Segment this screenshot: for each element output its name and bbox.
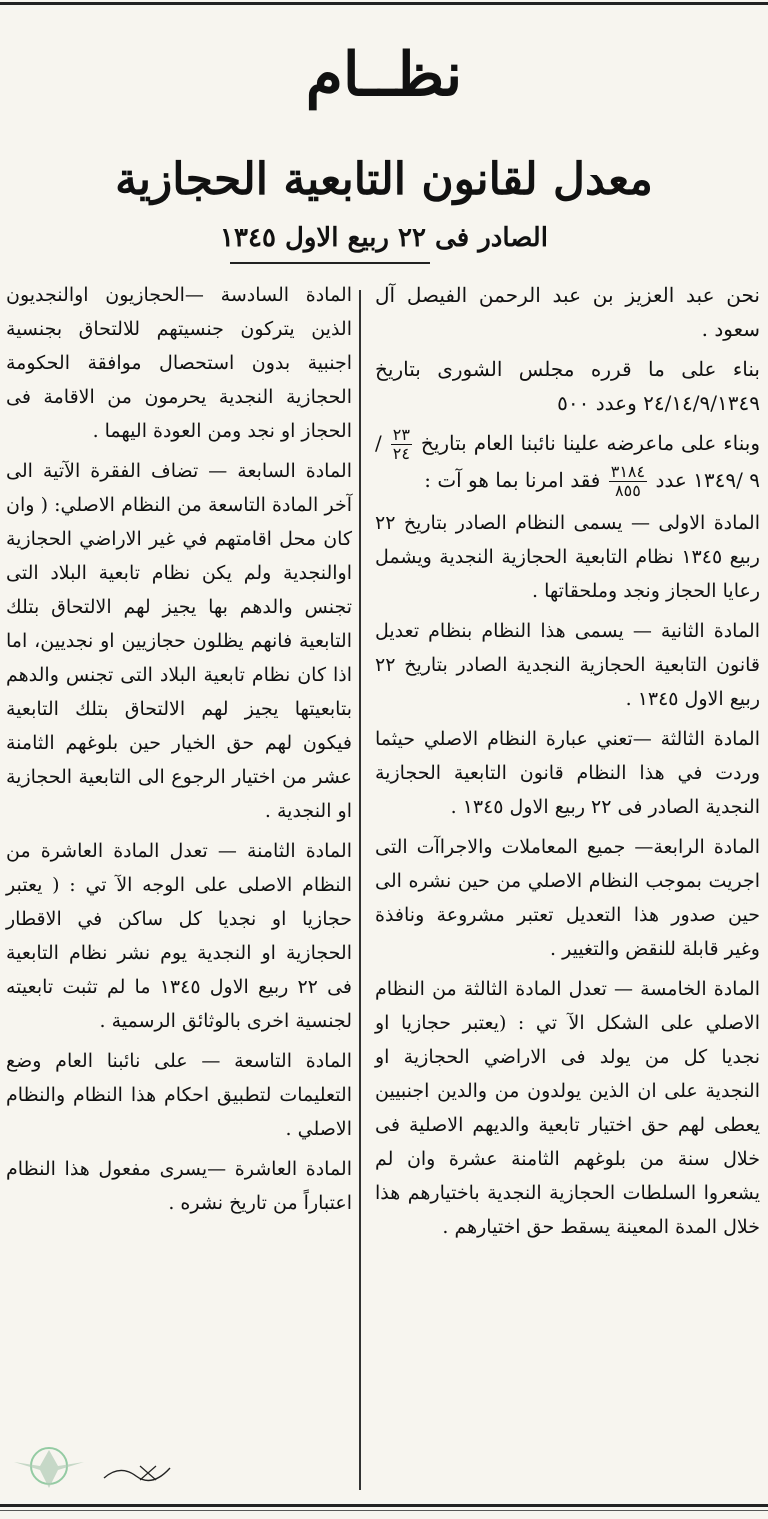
intro-3-text-a: وبناء على ماعرضه علينا نائبنا العام بتاريخ xyxy=(420,431,760,455)
fraction-numerator: ٣١٨٤ xyxy=(610,462,646,481)
left-column xyxy=(6,278,352,1226)
intro-paragraph-1: نحن عبد العزيز بن عبد الرحمن الفيصل آل سعود . xyxy=(375,283,760,341)
article-5: المادة الخامسة — تعدل المادة الثالثة من النظام الاصلي على الشكل الآ تي : (يعتبر حجازيا او نجديا كل من يولد فى الاراضي الحجازية او النجدية على ان الذين يولدون من والدين اجنبيين يعطى لهم حق اختيار تابعية والديهم الاصلية فى خلال سنة من بلوغهم الثامنة عشرة وان لم يشعروا السلطات الحجازية النجدية باختيارهم هذا خلال المدة المعينة يسقط حق اختيارهم . xyxy=(375,978,760,1238)
bottom-rule-thin xyxy=(0,1510,768,1511)
fraction-denominator: ٨٥٥ xyxy=(615,481,641,500)
end-flourish-icon xyxy=(100,1460,180,1484)
fraction-denominator: ٢٤ xyxy=(392,444,410,463)
top-rule xyxy=(0,2,768,5)
article-7: المادة السابعة — تضاف الفقرة الآتية الى آخر المادة التاسعة من النظام الاصلي: ( وان كان محل اقامتهم في غير الاراضي الحجازية اوالنجدية ولم يكن نظام تابعية البلاد التى تجنس والدهم بها يجيز لهم الالتحاق بتلك التابعية فانهم يظلون حجازيين او نجديين، اما اذا كان نظام تابعية البلاد التى تجنس والدهم بتابعيتها يجيز لهم الالتحاق بتلك التابعية فيكون لهم حق الخيار حين بلوغهم الثامنة عشر من اختيار الرجوع الى التابعية الحجازية او النجدية . xyxy=(6,460,352,822)
column-divider xyxy=(359,290,361,1490)
date-fraction xyxy=(391,426,412,463)
article-10: المادة العاشرة —يسرى مفعول هذا النظام اعتباراً من تاريخ نشره . xyxy=(6,1158,352,1214)
article-4: المادة الرابعة— جميع المعاملات والاجراآت التى اجريت بموجب النظام الاصلي من حين نشره الى حين صدور هذا التعديل تعتبر مشروعة ونافذة وغير قابلة للنقض والتغيير . xyxy=(375,836,760,960)
bottom-rule xyxy=(0,1504,768,1507)
page-subtitle: معدل لقانون التابعية الحجازية xyxy=(115,154,653,205)
article-6: المادة السادسة —الحجازيون اوالنجديون الذين يتركون جنسيتهم للالتحاق بجنسية اجنبية بدون استحصال موافقة الحكومة الحجازية النجدية يحرمون من الاقامة فى الحجاز او نجد ومن العودة اليهما . xyxy=(6,284,352,442)
article-1: المادة الاولى — يسمى النظام الصادر بتاريخ ٢٢ ربيع ١٣٤٥ نظام التابعية الحجازية النجدية ويشمل رعايا الحجاز ونجد وملحقاتها . xyxy=(375,512,760,602)
header-divider xyxy=(230,262,430,264)
article-3: المادة الثالثة —تعني عبارة النظام الاصلي حيثما وردت في هذا النظام قانون التابعية الحجازية النجدية الصادر فى ٢٢ ربيع الاول ١٣٤٥ . xyxy=(375,728,760,818)
article-8: المادة الثامنة — تعدل المادة العاشرة من النظام الاصلى على الوجه الآ تي : ( يعتبر حجازيا او نجديا كل ساكن في الاقطار الحجازية او النجدية يوم نشر نظام التابعية فى ٢٢ ربيع الاول ١٣٤٥ ما لم تثبت تابعيته لجنسية اخرى بالوثائق الرسمية . xyxy=(6,840,352,1032)
article-9: المادة التاسعة — على نائبنا العام وضع التعليمات لتطبيق احكام هذا النظام والنظام الاصلي . xyxy=(6,1050,352,1140)
number-fraction xyxy=(609,463,647,500)
intro-paragraph-3 xyxy=(375,426,760,500)
fraction-numerator: ٢٣ xyxy=(392,425,410,444)
watermark-logo-icon xyxy=(10,1440,88,1496)
page-title: نظــام xyxy=(305,40,463,110)
right-column xyxy=(375,278,760,1250)
header xyxy=(0,20,768,256)
intro-3-text-c: فقد امرنا بما هو آت : xyxy=(424,468,601,492)
article-2: المادة الثانية — يسمى هذا النظام بنظام تعديل قانون التابعية الحجازية النجدية الصادر بتاريخ ٢٢ ربيع الاول ١٣٤٥ . xyxy=(375,620,760,710)
issue-date: الصادر فى ٢٢ ربيع الاول ١٣٤٥ xyxy=(220,223,548,253)
intro-3-text-b: / ٩ /١٣٤٩ عدد xyxy=(375,431,760,492)
intro-paragraph-2: بناء على ما قرره مجلس الشورى بتاريخ ٢٤/١٤/٩/١٣٤٩ وعدد ٥٠٠ xyxy=(375,357,760,415)
